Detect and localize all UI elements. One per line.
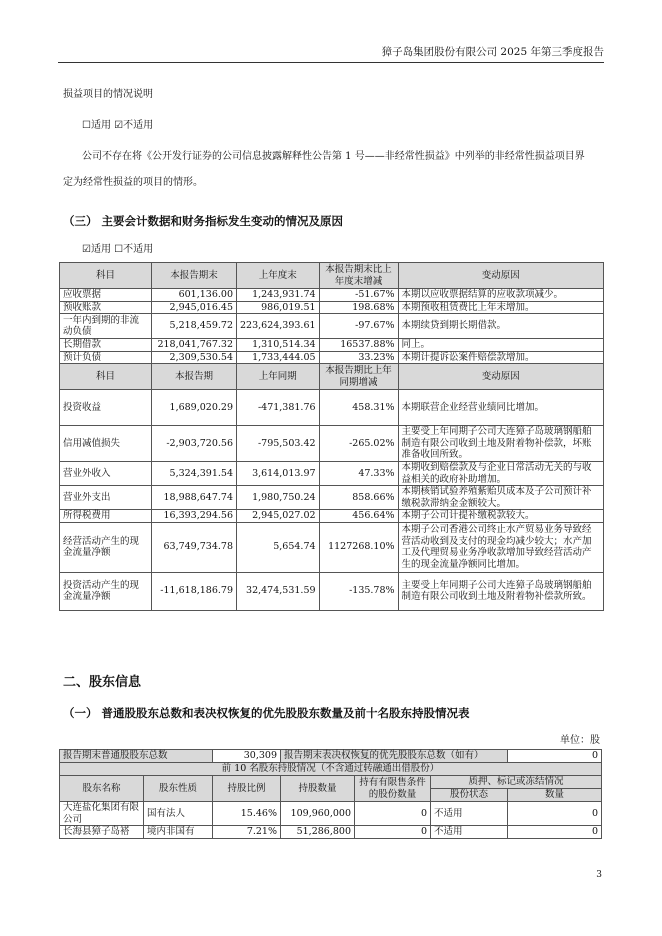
page-number: 3 xyxy=(596,870,602,880)
header2-change: 本报告期比上年同期增减 xyxy=(319,364,398,390)
table-row xyxy=(60,486,604,510)
section3-heading: （三） 主要会计数据和财务指标发生变动的情况及原因 xyxy=(63,214,344,228)
table-cell: -51.67% xyxy=(319,289,398,302)
table-cell: 0 xyxy=(355,802,431,826)
header2-prior-period: 上年同期 xyxy=(237,364,320,390)
table-cell: 1,243,931.74 xyxy=(237,289,320,302)
table-cell: 15.46% xyxy=(213,802,281,826)
shareholder-table xyxy=(59,749,602,839)
table-cell: 63,749,734.78 xyxy=(152,522,237,572)
table-cell: 同上。 xyxy=(398,339,603,352)
pref-holders-value: 0 xyxy=(508,750,602,763)
table-cell: 本期计提诉讼案件赔偿款增加。 xyxy=(398,351,603,364)
table-cell: 本期收到赔偿款及与企业日常活动无关的与收益相关的政府补助增加。 xyxy=(398,462,603,486)
table-cell: 223,624,393.61 xyxy=(237,314,320,339)
col-count: 数量 xyxy=(508,789,602,802)
table-row xyxy=(60,339,604,352)
nonrecurring-title: 损益项目的情况说明 xyxy=(63,89,153,100)
table-cell: 7.21% xyxy=(213,826,281,839)
table-cell: 一年内到期的非流动负债 xyxy=(60,314,152,339)
table-cell: -2,903,720.56 xyxy=(152,426,237,462)
paragraph-line-2: 定为经常性损益的项目的情形。 xyxy=(63,177,203,188)
total-holders-value: 30,309 xyxy=(213,750,281,763)
table-cell: -97.67% xyxy=(319,314,398,339)
table-cell: 预收账款 xyxy=(60,301,152,314)
table-cell: 1127268.10% xyxy=(319,522,398,572)
table-row xyxy=(60,426,604,462)
table-cell: 信用减值损失 xyxy=(60,426,152,462)
table-cell: 境内非国有 xyxy=(144,826,213,839)
paragraph-line-1: 公司不存在将《公开发行证券的公司信息披露解释性公告第 1 号——非经常性损益》中列举的非经常性损益项目界 xyxy=(82,151,585,162)
col-nature: 股东性质 xyxy=(144,776,213,802)
table-cell: 0 xyxy=(508,802,602,826)
table-cell: 5,654.74 xyxy=(237,522,320,572)
total-holders-label: 报告期末普通股股东总数 xyxy=(60,750,213,763)
col-qty: 持股数量 xyxy=(281,776,355,802)
header-change: 本报告期末比上年度末增减 xyxy=(319,263,398,289)
table-cell: 33.23% xyxy=(319,351,398,364)
header-prior-year-end: 上年度末 xyxy=(237,263,320,289)
section2-heading: 二、股东信息 xyxy=(63,675,142,690)
table-cell: 长期借款 xyxy=(60,339,152,352)
unit-label: 单位：股 xyxy=(560,735,600,746)
table-cell: 预计负债 xyxy=(60,351,152,364)
table-row xyxy=(60,522,604,572)
table-row xyxy=(60,289,604,302)
table-cell: 投资收益 xyxy=(60,390,152,426)
table-cell: 不适用 xyxy=(431,826,508,839)
table-cell: 601,136.00 xyxy=(152,289,237,302)
table-cell: 主要受上年同期子公司大连獐子岛玻璃钢船舶制造有限公司收到土地及附着物补偿款所致。 xyxy=(398,572,603,610)
table-cell: 858.66% xyxy=(319,486,398,510)
table-row xyxy=(60,462,604,486)
table-cell: 不适用 xyxy=(431,802,508,826)
table-row xyxy=(60,390,604,426)
col-pledge: 质押、标记或冻结情况 xyxy=(431,776,602,789)
table-cell: 456.64% xyxy=(319,510,398,523)
table-row xyxy=(60,301,604,314)
applicability-note: ☐适用 ☑不适用 xyxy=(82,120,154,131)
table-cell: 营业外支出 xyxy=(60,486,152,510)
table-cell: 18,988,647.74 xyxy=(152,486,237,510)
table-cell: 218,041,767.32 xyxy=(152,339,237,352)
col-ratio: 持股比例 xyxy=(213,776,281,802)
table-cell: 1,689,020.29 xyxy=(152,390,237,426)
header2-period: 本报告期 xyxy=(152,364,237,390)
table-cell: 长海县獐子岛褡 xyxy=(60,826,144,839)
header-period-end: 本报告期末 xyxy=(152,263,237,289)
top10-caption: 前 10 名股东持股情况（不含通过转融通出借股份） xyxy=(60,763,602,776)
table-cell: -265.02% xyxy=(319,426,398,462)
table-row xyxy=(60,351,604,364)
table-row xyxy=(60,314,604,339)
table-cell: 本期联营企业经营业绩同比增加。 xyxy=(398,390,603,426)
financial-change-table xyxy=(59,262,604,611)
table-row xyxy=(60,572,604,610)
table-cell: 本期子公司计提补缴税款较大。 xyxy=(398,510,603,523)
col-restricted: 持有有限售条件的股份数量 xyxy=(355,776,431,802)
table-cell: 经营活动产生的现金流量净额 xyxy=(60,522,152,572)
table-cell: 16537.88% xyxy=(319,339,398,352)
table-cell: 营业外收入 xyxy=(60,462,152,486)
table-cell: 3,614,013.97 xyxy=(237,462,320,486)
table-cell: 5,218,459.72 xyxy=(152,314,237,339)
table-cell: 5,324,391.54 xyxy=(152,462,237,486)
table-cell: -11,618,186.79 xyxy=(152,572,237,610)
pref-holders-label: 报告期末表决权恢复的优先股股东总数（如有） xyxy=(281,750,508,763)
table-cell: 本期核销试验养殖紫贻贝成本及子公司预计补缴税款滞纳金金额较大。 xyxy=(398,486,603,510)
table-cell: 198.68% xyxy=(319,301,398,314)
section2-1-heading: （一） 普通股股东总数和表决权恢复的优先股股东数量及前十名股东持股情况表 xyxy=(63,706,470,720)
header2-reason: 变动原因 xyxy=(398,364,603,390)
table-cell: 458.31% xyxy=(319,390,398,426)
table-cell: 109,960,000 xyxy=(281,802,355,826)
table-cell: 2,309,530.54 xyxy=(152,351,237,364)
applicability-note-2: ☑适用 ☐不适用 xyxy=(82,244,154,255)
col-status: 股份状态 xyxy=(431,789,508,802)
col-name: 股东名称 xyxy=(60,776,144,802)
header2-item: 科目 xyxy=(60,364,152,390)
table-cell: 0 xyxy=(355,826,431,839)
table-cell: 47.33% xyxy=(319,462,398,486)
table-cell: 本期子公司香港公司终止水产贸易业务导致经营活动收到及支付的现金均减少较大；水产加工及代理贸易业务净收款增加导致经营活动产生的现金流量净额同比增加。 xyxy=(398,522,603,572)
table-cell: 本期预收租赁费比上年末增加。 xyxy=(398,301,603,314)
table-cell: 16,393,294.56 xyxy=(152,510,237,523)
table-cell: 本期以应收票据结算的应收款项减少。 xyxy=(398,289,603,302)
shareholder-row xyxy=(60,802,602,826)
table-cell: 投资活动产生的现金流量净额 xyxy=(60,572,152,610)
shareholder-row xyxy=(60,826,602,839)
header-reason: 变动原因 xyxy=(398,263,603,289)
table-cell: 32,474,531.59 xyxy=(237,572,320,610)
table-cell: 应收票据 xyxy=(60,289,152,302)
table-cell: 国有法人 xyxy=(144,802,213,826)
table-cell: 0 xyxy=(508,826,602,839)
page-header: 獐子岛集团股份有限公司 2025 年第三季度报告 xyxy=(381,46,604,58)
table-cell: 主要受上年同期子公司大连獐子岛玻璃钢船舶制造有限公司收到土地及附着物补偿款，坏账准备收回所致。 xyxy=(398,426,603,462)
header-rule xyxy=(58,62,604,63)
table-cell: 986,019.51 xyxy=(237,301,320,314)
table-cell: 大连盐化集团有限公司 xyxy=(60,802,144,826)
table-cell: -795,503.42 xyxy=(237,426,320,462)
table-cell: -471,381.76 xyxy=(237,390,320,426)
header-item: 科目 xyxy=(60,263,152,289)
table-cell: 51,286,800 xyxy=(281,826,355,839)
table-cell: 1,733,444.05 xyxy=(237,351,320,364)
table-cell: -135.78% xyxy=(319,572,398,610)
table-row xyxy=(60,510,604,523)
table-cell: 2,945,016.45 xyxy=(152,301,237,314)
table-cell: 本期续贷到期长期借款。 xyxy=(398,314,603,339)
table-cell: 1,310,514.34 xyxy=(237,339,320,352)
table-cell: 所得税费用 xyxy=(60,510,152,523)
table-cell: 2,945,027.02 xyxy=(237,510,320,523)
table-cell: 1,980,750.24 xyxy=(237,486,320,510)
